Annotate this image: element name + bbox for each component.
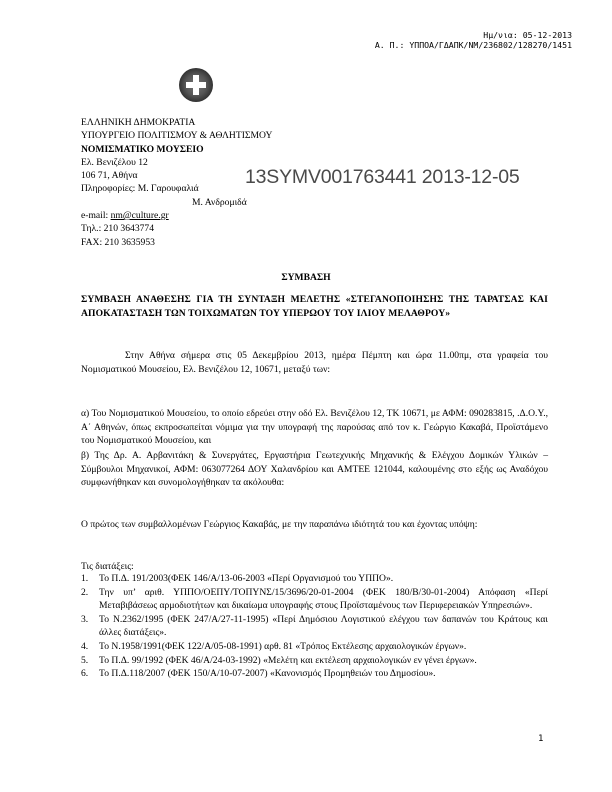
document-reference-header	[375, 30, 572, 50]
sender-address-city: 106 71, Αθήνα	[81, 170, 138, 182]
document-title: ΣΥΜΒΑΣΗ	[281, 272, 331, 283]
provisions-list	[81, 572, 548, 681]
sender-info-contact-2: Μ. Ανδρομιδά	[192, 196, 247, 208]
sender-address-street: Ελ. Βενιζέλου 12	[81, 156, 148, 168]
sender-phone: Τηλ.: 210 3643774	[81, 223, 155, 235]
list-item: 3. Το Ν.2362/1995 (ΦΕΚ 247/Α/27-11-1995) «Περί Δημόσιου Λογιστικού ελέγχου των δαπανών του Κράτους και άλλες διατάξεις».	[81, 613, 548, 639]
registry-stamp: 13SYMV001763441 2013-12-05	[245, 166, 520, 188]
contract-subject: ΣΥΜΒΑΣΗ ΑΝΑΘΕΣΗΣ ΓΙΑ ΤΗ ΣΥΝΤΑΞΗ ΜΕΛΕΤΗΣ «ΣΤΕΓΑΝΟΠΟΙΗΣΗΣ ΤΗΣ ΤΑΡΑΤΣΑΣ ΚΑΙ ΑΠΟΚΑΤΑΣΤΑΣΗ ΤΩΝ ΤΟΙΧΩΜΑΤΩΝ ΤΟΥ ΥΠΕΡΩΟΥ ΤΟΥ ΙΛΙΟΥ ΜΕΛΑΘΡΟΥ»	[81, 294, 548, 319]
list-item: 1. Το Π.Δ. 191/2003(ΦΕΚ 146/Α/13-06-2003 «Περί Οργανισμού του ΥΠΠΟ».	[81, 573, 394, 584]
provisions-heading: Τις διατάξεις:	[81, 561, 134, 572]
considering-paragraph: Ο πρώτος των συμβαλλομένων Γεώργιος Κακαβάς, με την παραπάνω ιδιότητά του και έχοντας υπόψη:	[81, 519, 478, 530]
list-item: 6. Το Π.Δ.118/2007 (ΦΕΚ 150/Α/10-07-2007) «Κανονισμός Προμηθειών του Δημοσίου».	[81, 668, 436, 680]
greek-state-emblem-icon	[179, 68, 213, 102]
sender-block	[81, 116, 272, 249]
sender-info-contact: Πληροφορίες: Μ. Γαρουφαλιά	[81, 183, 199, 195]
party-a-paragraph: α) Του Νομισματικού Μουσείου, το οποίο εδρεύει στην οδό Ελ. Βενιζέλου 12, ΤΚ 10671, με ΑΦΜ: 090283815, .Δ.Ο.Υ., Α΄ Αθηνών, όπως εκπροσωπείται νόμιμα για την υπογραφή της παρούσας από τον κ. Γεώργιο Κακαβά, Προϊστάμενο του Νομισματικού Μουσείου, και	[81, 408, 548, 447]
protocol-number: Α. Π.: ΥΠΠΟΑ/ΓΔΑΠΚ/ΝΜ/236802/128270/1451	[374, 40, 572, 50]
intro-paragraph: Στην Αθήνα σήμερα στις 05 Δεκεμβρίου 2013, ημέρα Πέμπτη και ώρα 11.00πμ, στα γραφεία του Νομισματικού Μουσείου, Ελ. Βενιζέλου 12, 10671, μεταξύ των:	[81, 350, 548, 375]
sender-organization: ΝΟΜΙΣΜΑΤΙΚΟ ΜΟΥΣΕΙΟ	[81, 143, 204, 155]
sender-email-line	[81, 209, 272, 222]
email-link[interactable]: nm@culture.gr	[110, 210, 169, 222]
document-date: Ημ/νια: 05-12-2013	[483, 30, 572, 40]
party-b-paragraph: β) Της Δρ. Α. Αρβανιτάκη & Συνεργάτες, Εργαστήρια Γεωτεχνικής Μηχανικής & Ελέγχου Δομικών Υλικών – Σύμβουλοι Μηχανικοί, ΑΦΜ: 063077264 ΔΟΥ Χαλανδρίου και ΑΜΤΕΕ 121044, καλουμένης στο εξής ως Αναδόχου συμφωνήθηκαν και συνομολογήθηκαν τα ακόλουθα:	[81, 450, 548, 489]
sender-ministry: ΥΠΟΥΡΓΕΙΟ ΠΟΛΙΤΙΣΜΟΥ & ΑΘΛΗΤΙΣΜΟΥ	[81, 130, 273, 142]
email-label: e-mail:	[81, 210, 111, 222]
list-item: 2. Την υπ’ αριθ. ΥΠΠΟ/ΟΕΠΥ/ΤΟΠΥΝΣ/15/3696/20-01-2004 (ΦΕΚ 180/Β/30-01-2004) Απόφαση «Περί Μεταβιβάσεως αρμοδιοτήτων και δικαίωμα υπογραφής στους Προϊσταμένους των Περιφερειακών Υπηρεσιών».	[81, 586, 548, 612]
list-item: 4. Το Ν.1958/1991(ΦΕΚ 122/Α/05-08-1991) αρθ. 81 «Τρόπος Εκτέλεσης αρχαιολογικών έργων».	[81, 640, 467, 652]
sender-country: ΕΛΛΗΝΙΚΗ ΔΗΜΟΚΡΑΤΙΑ	[81, 117, 196, 128]
sender-fax: FAX: 210 3635953	[81, 236, 155, 248]
list-item: 5. Το Π.Δ. 99/1992 (ΦΕΚ 46/Α/24-03-1992) «Μελέτη και εκτέλεση αρχαιολογικών εν γένει έργων».	[81, 654, 477, 666]
page-number: 1	[538, 734, 544, 744]
